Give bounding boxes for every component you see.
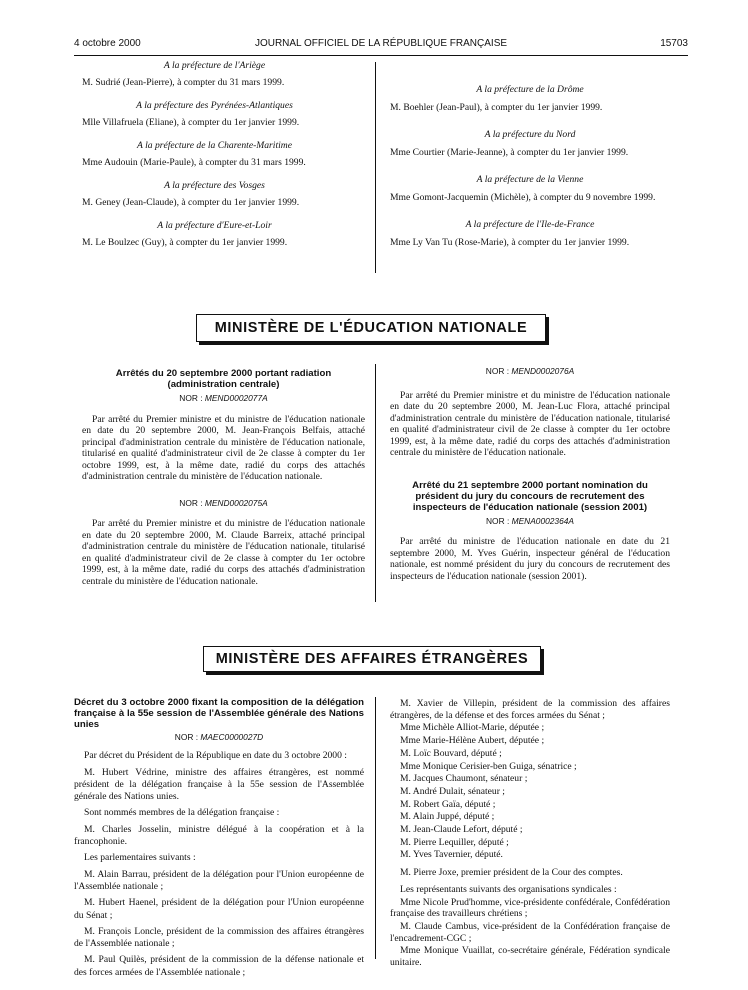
- prefecture-heading: A la préfecture de la Drôme: [476, 84, 584, 95]
- delegation-line: Mme Monique Cerisier-ben Guiga, sénatrice ;: [400, 760, 577, 772]
- delegation-line: M. Xavier de Villepin, président de la commission des affaires étrangères, de la défense et des forces armées du Sénat ;: [390, 698, 670, 721]
- delegation-line: Mme Monique Vuaillat, co-secrétaire générale, Fédération syndicale unitaire.: [390, 945, 670, 969]
- prefecture-heading: A la préfecture d'Eure-et-Loir: [157, 220, 272, 231]
- nor-label: NOR :: [179, 393, 203, 403]
- appointment-line: M. Le Boulzec (Guy), à compter du 1er janvier 1999.: [82, 236, 288, 248]
- header-page-number: 15703: [660, 38, 688, 49]
- nor-label: NOR :: [174, 732, 199, 742]
- prefecture-heading: A la préfecture de l'Ile-de-France: [465, 219, 595, 230]
- decree-line: M. Charles Josselin, ministre délégué à la coopération et à la francophonie.: [74, 823, 364, 848]
- nor-code: MEND0002075A: [204, 497, 268, 508]
- nor-reference: [82, 393, 365, 405]
- delegation-line: M. Loïc Bouvard, député ;: [400, 747, 502, 759]
- delegation-line: Mme Marie-Hélène Aubert, députée ;: [400, 735, 545, 747]
- education-left-column: [82, 368, 365, 587]
- nor-code: MAEC0000027D: [200, 732, 264, 742]
- nor-code: MEND0002077A: [204, 393, 268, 403]
- prefecture-heading: A la préfecture des Vosges: [164, 180, 265, 191]
- decree-paragraph: Par arrêté du Premier ministre et du ministre de l'éducation nationale en date du 20 septembre 2000, M. Jean-François Belfais, attaché principal d'administration centrale du ministère de l'éducation nationale, titularisé en qualité d'administrateur civil de 2e classe à compter du 1er octobre 1999, est, à la même date, radié du corps des attachés d'administration centrale du ministère de l'éducation nationale.: [82, 413, 365, 482]
- delegation-line: M. André Dulait, sénateur ;: [400, 785, 505, 797]
- appointment-line: M. Geney (Jean-Claude), à compter du 1er janvier 1999.: [82, 196, 300, 208]
- decree-line: Les parlementaires suivants :: [84, 852, 196, 864]
- nor-label: NOR :: [486, 515, 510, 526]
- decree-title: Arrêtés du 20 septembre 2000 portant radiation (administration centrale): [115, 368, 332, 390]
- decree-line: M. Hubert Védrine, ministre des affaires étrangères, est nommé président de la délégation française à la 55e session de l'Assemblée générale des Nations unies.: [74, 766, 364, 803]
- appointment-line: M. Sudrié (Jean-Pierre), à compter du 31 mars 1999.: [82, 76, 285, 88]
- prefecture-heading: A la préfecture de la Vienne: [476, 174, 584, 185]
- foreign-left-column: [74, 697, 364, 979]
- nor-code: MENA0002364A: [511, 515, 574, 526]
- decree-line: M. Alain Barrau, président de la délégation pour l'Union européenne de l'Assemblée nationale ;: [74, 868, 364, 892]
- header-journal-title: JOURNAL OFFICIEL DE LA RÉPUBLIQUE FRANÇAISE: [254, 38, 508, 49]
- appointment-line: Mme Ly Van Tu (Rose-Marie), à compter du 1er janvier 1999.: [390, 236, 630, 248]
- column-divider: [375, 62, 376, 273]
- header-rule: [74, 55, 688, 56]
- ministry-banner-education: MINISTÈRE DE L'ÉDUCATION NATIONALE: [196, 314, 546, 342]
- ministry-banner-foreign-affairs: MINISTÈRE DES AFFAIRES ÉTRANGÈRES: [203, 646, 541, 672]
- delegation-line: M. Alain Juppé, député ;: [400, 811, 495, 823]
- prefecture-list-left: [82, 60, 347, 248]
- appointment-line: Mme Audouin (Marie-Paule), à compter du 31 mars 1999.: [82, 156, 306, 168]
- delegation-line: M. Pierre Joxe, premier président de la Cour des comptes.: [400, 867, 623, 879]
- delegation-line: M. Robert Gaïa, député ;: [400, 798, 496, 810]
- nor-label: NOR :: [179, 497, 203, 508]
- delegation-line: M. Jean-Claude Lefort, député ;: [400, 824, 523, 836]
- nor-code: MEND0002076A: [511, 366, 575, 376]
- decree-line: M. Hubert Haenel, président de la délégation pour l'Union européenne du Sénat ;: [74, 897, 364, 921]
- appointment-line: Mlle Villafruela (Eliane), à compter du 1er janvier 1999.: [82, 116, 300, 128]
- decree-paragraph: Par arrêté du Premier ministre et du ministre de l'éducation nationale en date du 20 septembre 2000, M. Jean-Luc Flora, attaché principal d'administration centrale du ministère de l'éducation nationale, titularisé en qualité d'administrateur civil de 2e classe à compter du 1er octobre 1999, est, à la même date, radié du corps des attachés d'administration centrale du ministère de l'éducation nationale.: [390, 389, 670, 458]
- nor-reference: [390, 366, 670, 378]
- prefecture-heading: A la préfecture de la Charente-Maritime: [137, 140, 292, 151]
- decree-title: Arrêté du 21 septembre 2000 portant nomination du président du jury du concours de recrutement des inspecteurs de l'éducation nationale (session 2001): [412, 479, 648, 513]
- delegation-line: M. Pierre Lequiller, député ;: [400, 836, 509, 848]
- foreign-right-column: [390, 698, 670, 969]
- decree-line: Par décret du Président de la République en date du 3 octobre 2000 :: [84, 750, 347, 762]
- appointment-line: M. Boehler (Jean-Paul), à compter du 1er janvier 1999.: [390, 101, 603, 113]
- decree-paragraph: Par arrêté du ministre de l'éducation nationale en date du 21 septembre 2000, M. Yves Guérin, inspecteur général de l'éducation nationale, est nommé président du jury du concours de recrutement des inspecteurs de l'éducation nationale (session 2001).: [390, 536, 670, 582]
- nor-reference: [82, 498, 365, 510]
- decree-line: M. François Loncle, président de la commission des affaires étrangères de l'Assemblée nationale ;: [74, 925, 364, 950]
- nor-label: NOR :: [485, 366, 510, 376]
- decree-line: Sont nommés membres de la délégation française :: [84, 807, 280, 819]
- delegation-line: Mme Nicole Prud'homme, vice-présidente confédérale, Confédération française des travailleurs chrétiens ;: [390, 896, 670, 920]
- delegation-line: M. Jacques Chaumont, sénateur ;: [400, 773, 528, 785]
- prefecture-heading: A la préfecture de l'Ariège: [163, 60, 266, 71]
- delegation-line: Les représentants suivants des organisations syndicales :: [400, 883, 617, 895]
- page-header: [74, 38, 688, 54]
- header-date: 4 octobre 2000: [74, 38, 141, 49]
- nor-reference: [390, 516, 670, 528]
- decree-line: M. Paul Quilès, président de la commission de la défense nationale et des forces armées de l'Assemblée nationale ;: [74, 954, 364, 978]
- appointment-line: Mme Courtier (Marie-Jeanne), à compter du 1er janvier 1999.: [390, 146, 629, 158]
- delegation-line: Mme Michèle Alliot-Marie, députée ;: [400, 722, 545, 734]
- appointment-line: Mme Gomont-Jacquemin (Michèle), à compter du 9 novembre 1999.: [390, 191, 656, 203]
- delegation-line: M. Yves Tavernier, député.: [400, 849, 503, 861]
- decree-paragraph: Par arrêté du Premier ministre et du ministre de l'éducation nationale en date du 20 septembre 2000, M. Claude Barreix, attaché principal d'administration centrale du ministère de l'éducation nationale, titularisé en qualité d'administrateur civil de 2e classe à compter du 1er octobre 1999, est, à la même date, radié du corps des attachés d'administration centrale du ministère de l'éducation nationale.: [82, 518, 365, 587]
- prefecture-heading: A la préfecture du Nord: [484, 129, 576, 140]
- prefecture-list-right: [390, 84, 670, 248]
- education-right-column: [390, 366, 670, 582]
- decree-title: Décret du 3 octobre 2000 fixant la composition de la délégation française à la 55e session de l'Assemblée générale des Nations unies: [74, 697, 364, 730]
- prefecture-heading: A la préfecture des Pyrénées-Atlantiques: [136, 100, 293, 111]
- delegation-line: M. Claude Cambus, vice-président de la Confédération française de l'encadrement-CGC ;: [390, 920, 670, 944]
- column-divider: [375, 364, 376, 602]
- nor-reference: [74, 731, 364, 743]
- column-divider: [375, 697, 376, 959]
